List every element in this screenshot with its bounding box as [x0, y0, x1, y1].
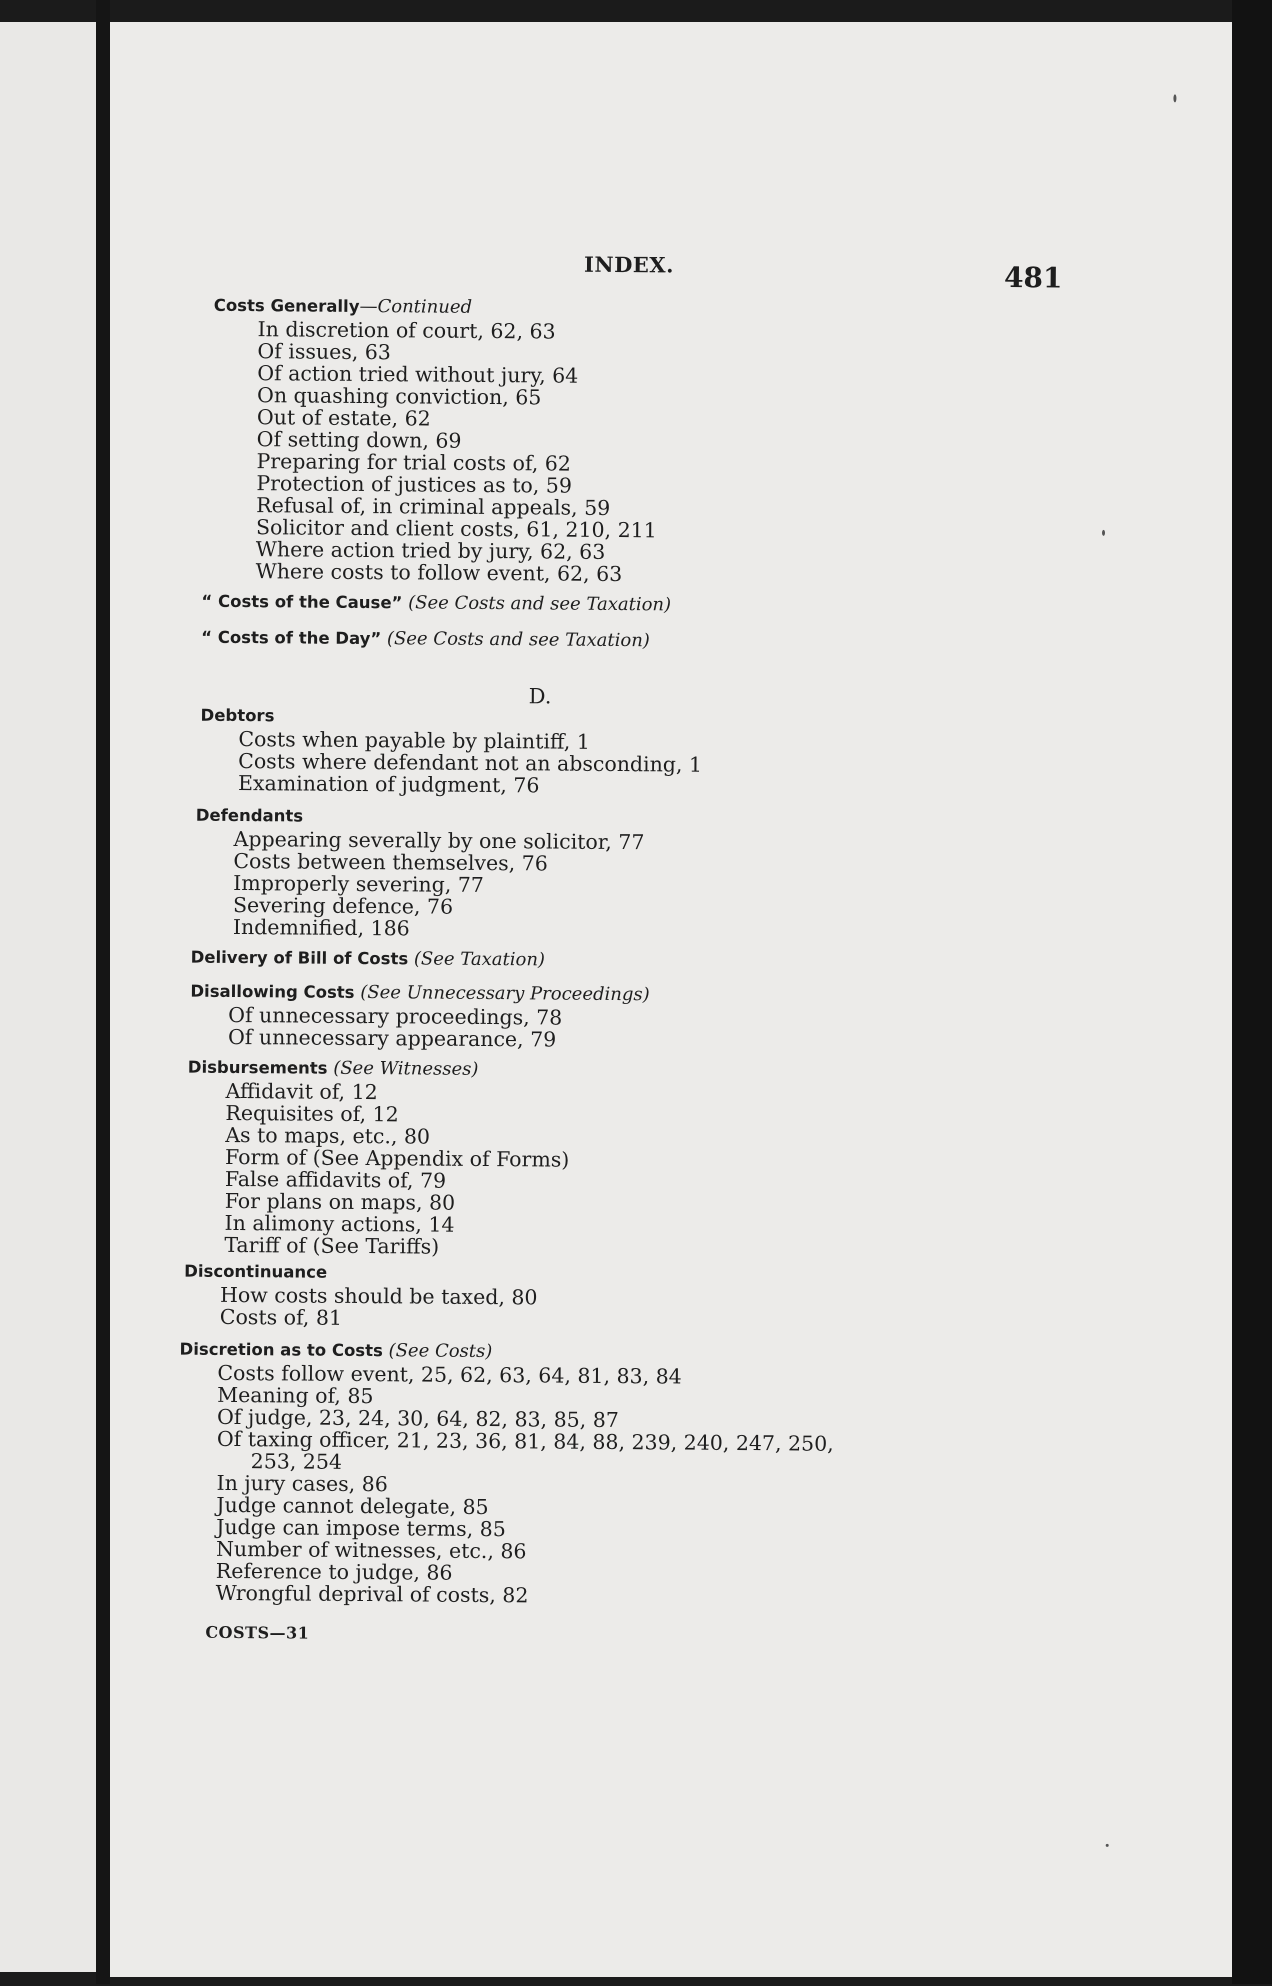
sub-entry: Where action tried by jury, 62, 63 [255, 537, 606, 564]
scan-border [1232, 0, 1272, 1984]
sub-entry: Out of estate, 62 [256, 405, 431, 431]
entry-heading [179, 1339, 492, 1362]
entry-heading [214, 295, 472, 318]
entry-heading [188, 1057, 479, 1080]
sub-entry: Of issues, 63 [257, 339, 391, 365]
facing-page-edge [0, 22, 96, 1972]
entry-continued: —Continued [359, 295, 473, 318]
sub-entry: Meaning of, 85 [217, 1382, 374, 1409]
sub-entry: Requisites of, 12 [225, 1100, 399, 1127]
sub-entry: On quashing conviction, 65 [256, 383, 542, 410]
cross-reference: (See Taxation) [413, 948, 546, 971]
sub-entry: Of setting down, 69 [256, 427, 462, 453]
cross-reference: (See Unnecessary Proceedings) [360, 981, 650, 1006]
sub-entry: In alimony actions, 14 [224, 1210, 455, 1237]
entry-heading-text: Delivery of Bill of Costs [190, 947, 409, 969]
sub-entry: False affidavits of, 79 [224, 1166, 447, 1193]
entry-heading [200, 705, 274, 727]
cross-reference: (See Witnesses) [333, 1057, 479, 1080]
sub-entry: Wrongful deprival of costs, 82 [215, 1580, 529, 1608]
scan-speck [1106, 1844, 1109, 1847]
sub-entry: For plans on maps, 80 [224, 1188, 456, 1215]
entry-heading-text: Discretion as to Costs [179, 1339, 383, 1361]
entry-heading [184, 1261, 327, 1283]
sub-entry: Costs where defendant not an absconding, 1 [238, 749, 703, 777]
index-page [110, 22, 1232, 1977]
entry-heading-text: Disallowing Costs [190, 981, 355, 1002]
sub-entry: In jury cases, 86 [216, 1470, 388, 1497]
sub-entry: Costs of, 81 [219, 1304, 343, 1330]
sub-entry: Appearing severally by one solicitor, 77 [233, 826, 645, 855]
sub-entry: Preparing for trial costs of, 62 [256, 449, 571, 476]
sub-entry: Of unnecessary appearance, 79 [227, 1024, 557, 1052]
sub-entry: Improperly severing, 77 [233, 870, 485, 897]
entry-heading [201, 591, 671, 616]
entry-heading-text: “ Costs of the Cause” [201, 591, 403, 613]
sub-entry: As to maps, etc., 80 [225, 1122, 431, 1149]
entry-heading-text: Discontinuance [184, 1261, 328, 1282]
entry-heading-text: Defendants [195, 805, 304, 826]
sub-entry: Costs when payable by plaintiff, 1 [238, 727, 590, 754]
cross-reference: (See Costs and see Taxation) [386, 628, 650, 652]
sub-entry: Judge can impose terms, 85 [216, 1514, 506, 1542]
sub-entry: Examination of judgment, 76 [237, 771, 540, 798]
sub-entry: Protection of justices as to, 59 [256, 471, 573, 498]
sub-entry: Judge cannot delegate, 85 [216, 1492, 489, 1520]
cross-reference: (See Costs and see Taxation) [408, 592, 672, 616]
entry-heading-text: Debtors [200, 705, 275, 726]
section-letter: D. [528, 684, 552, 709]
sub-entry: How costs should be taxed, 80 [219, 1282, 538, 1310]
signature-mark: COSTS—31 [205, 1622, 310, 1643]
sub-entry: Indemnified, 186 [232, 914, 410, 941]
sub-entry: Form of (See Appendix of Forms) [224, 1144, 570, 1172]
sub-entry: Severing defence, 76 [232, 892, 454, 919]
entry-heading-text: “ Costs of the Day” [201, 627, 382, 649]
sub-entry: Number of witnesses, etc., 86 [215, 1536, 527, 1564]
sub-entry: Costs follow event, 25, 62, 63, 64, 81, 83, 84 [217, 1360, 682, 1389]
sub-entry: Solicitor and client costs, 61, 210, 211 [255, 515, 657, 543]
sub-entry: Of judge, 23, 24, 30, 64, 82, 83, 85, 87 [216, 1404, 619, 1433]
sub-entry: Of unnecessary proceedings, 78 [228, 1002, 563, 1030]
sub-entry: In discretion of court, 62, 63 [257, 317, 556, 344]
sub-entry: Reference to judge, 86 [215, 1558, 453, 1585]
sub-entry: Costs between themselves, 76 [233, 848, 548, 876]
cross-reference: (See Costs) [388, 1340, 493, 1363]
scan-speck [1102, 530, 1105, 536]
running-title: INDEX. [584, 251, 675, 278]
sub-entry-continuation: 253, 254 [250, 1449, 343, 1474]
page-content [95, 22, 1232, 1986]
sub-entry: Affidavit of, 12 [225, 1078, 378, 1105]
sub-entry: Of taxing officer, 21, 23, 36, 81, 84, 88, 239, 240, 247, 250, [216, 1426, 834, 1456]
entry-heading-text: Disbursements [187, 1057, 328, 1078]
sub-entry: Of action tried without jury, 64 [257, 361, 579, 388]
entry-heading [191, 947, 545, 971]
sub-entry: Where costs to follow event, 62, 63 [255, 559, 623, 587]
entry-heading [201, 627, 650, 652]
page-number: 481 [1003, 261, 1063, 295]
entry-heading-text: Costs Generally [213, 295, 360, 316]
sub-entry: Refusal of, in criminal appeals, 59 [256, 493, 611, 520]
scan-speck [1173, 94, 1176, 102]
sub-entry: Tariff of (See Tariffs) [224, 1232, 440, 1259]
entry-heading [196, 805, 304, 827]
entry-heading [190, 981, 649, 1006]
